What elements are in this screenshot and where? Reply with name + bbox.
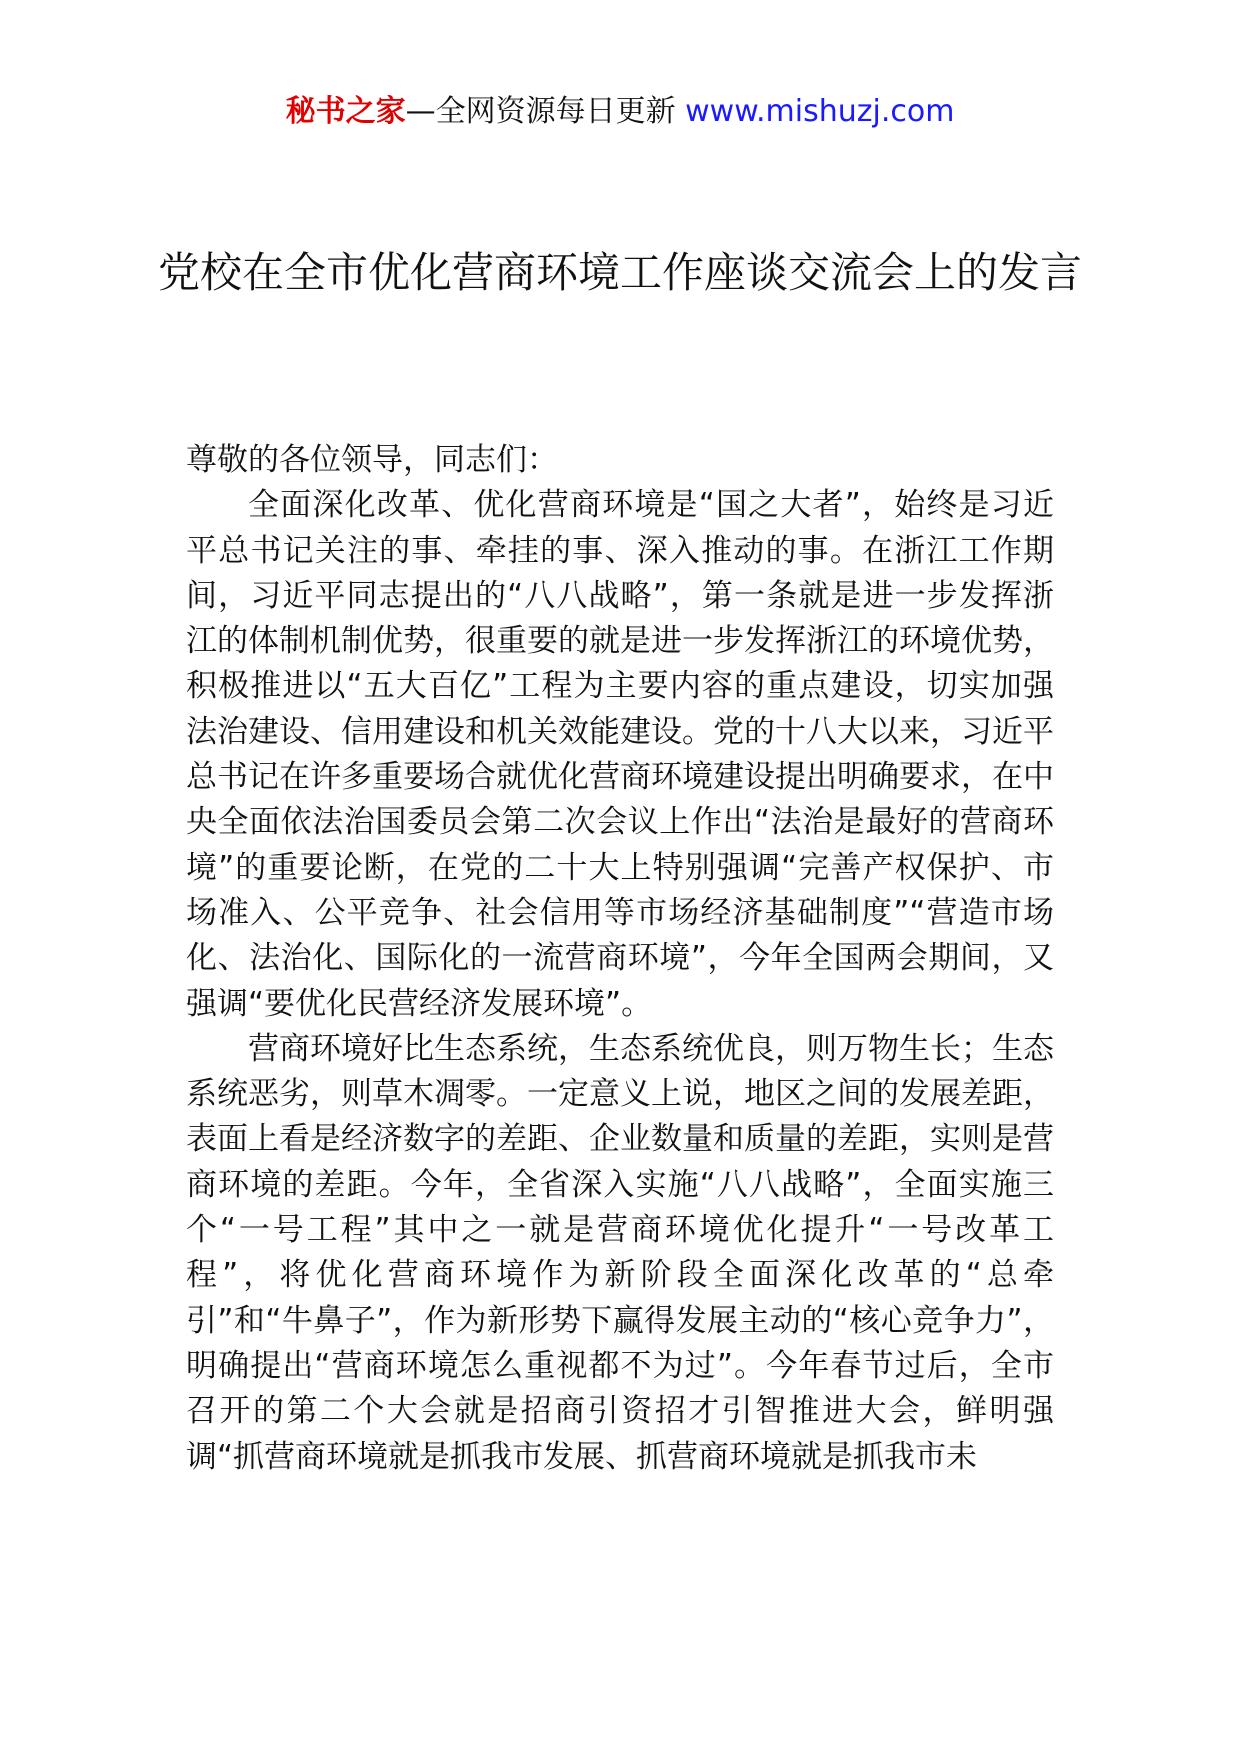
site-url-link[interactable]: www.mishuzj.com: [685, 94, 955, 129]
document-title: 党校在全市优化营商环境工作座谈交流会上的发言: [157, 248, 1082, 297]
brand-name: 秘书之家: [285, 94, 406, 129]
document-body: [186, 438, 1054, 1480]
header-tagline: —全网资源每日更新: [405, 94, 676, 129]
body-paragraph-1: 全面深化改革、优化营商环境是“国之大者”，始终是习近平总书记关注的事、牵挂的事、深入推动的事。在浙江工作期间，习近平同志提出的“八八战略”，第一条就是进一步发挥浙江的体制机制优势，很重要的就是进一步发挥浙江的环境优势，积极推进以“五大百亿”工程为主要内容的重点建设，切实加强法治建设、信用建设和机关效能建设。党的十八大以来，习近平总书记在许多重要场合就优化营商环境建设提出明确要求，在中央全面依法治国委员会第二次会议上作出“法治是最好的营商环境”的重要论断，在党的二十大上特别强调“完善产权保护、市场准入、公平竞争、社会信用等市场经济基础制度”“营造市场化、法治化、国际化的一流营商环境”，今年全国两会期间，又强调“要优化民营经济发展环境”。: [186, 487, 1054, 1022]
body-paragraph-2: 营商环境好比生态系统，生态系统优良，则万物生长；生态系统恶劣，则草木凋零。一定意义上说，地区之间的发展差距，表面上看是经济数字的差距、企业数量和质量的差距，实则是营商环境的差距。今年，全省深入实施“八八战略”，全面实施三个“一号工程”其中之一就是营商环境优化提升“一号改革工程”，将优化营商环境作为新阶段全面深化改革的“总牵引”和“牛鼻子”，作为新形势下赢得发展主动的“核心竞争力”，明确提出“营商环境怎么重视都不为过”。今年春节过后，全市召开的第二个大会就是招商引资招才引智推进大会，鲜明强调“抓营商环境就是抓我市发展、抓营商环境就是抓我市未: [186, 1030, 1054, 1475]
site-header: [0, 92, 1240, 132]
salutation: 尊敬的各位领导，同志们：: [186, 442, 558, 478]
